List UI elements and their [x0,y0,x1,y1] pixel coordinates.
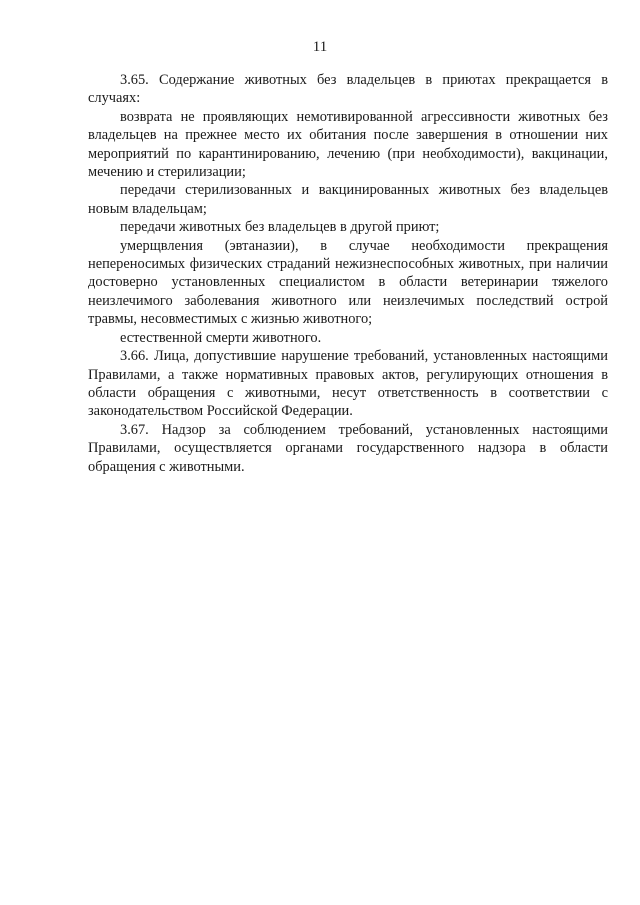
paragraph-case-other-shelter: передачи животных без владельцев в другой приют; [120,219,440,236]
paragraph-case-euthanasia: умерщвления (эвтаназии), в случае необходимости прекращения непереносимых физических страданий нежизнеспособных животных, при наличии достоверно установленных специалистом в области ветеринарии тяжелого неизлечимого заболевания животного или неизлечимых последствий острой травмы, несовместимых с жизнью животного; [88,237,608,328]
paragraph-case-return: возврата не проявляющих немотивированной агрессивности животных без владельцев на прежнее место их обитания после завершения в отношении них мероприятий по карантинированию, лечению (при необходимости), вакцинации, мечению и стерилизации; [88,108,608,181]
paragraph-case-new-owners: передачи стерилизованных и вакцинированных животных без владельцев новым владельцам; [88,182,608,217]
paragraph-3-67: 3.67. Надзор за соблюдением требований, установленных настоящими Правилами, осуществляется органами государственного надзора в области обращения с животными. [88,421,608,475]
paragraph-3-66: 3.66. Лица, допустившие нарушение требований, установленных настоящими Правилами, а также нормативных правовых актов, регулирующих отношения в области обращения с животными, несут ответственность в соответствии с законодательством Российской Федерации. [88,348,608,420]
paragraph-case-natural-death: естественной смерти животного. [120,329,322,346]
document-body [88,71,608,476]
page-number: 11 [312,39,328,55]
paragraph-3-65-intro: 3.65. Содержание животных без владельцев в приютах прекращается в случаях: [88,72,608,107]
